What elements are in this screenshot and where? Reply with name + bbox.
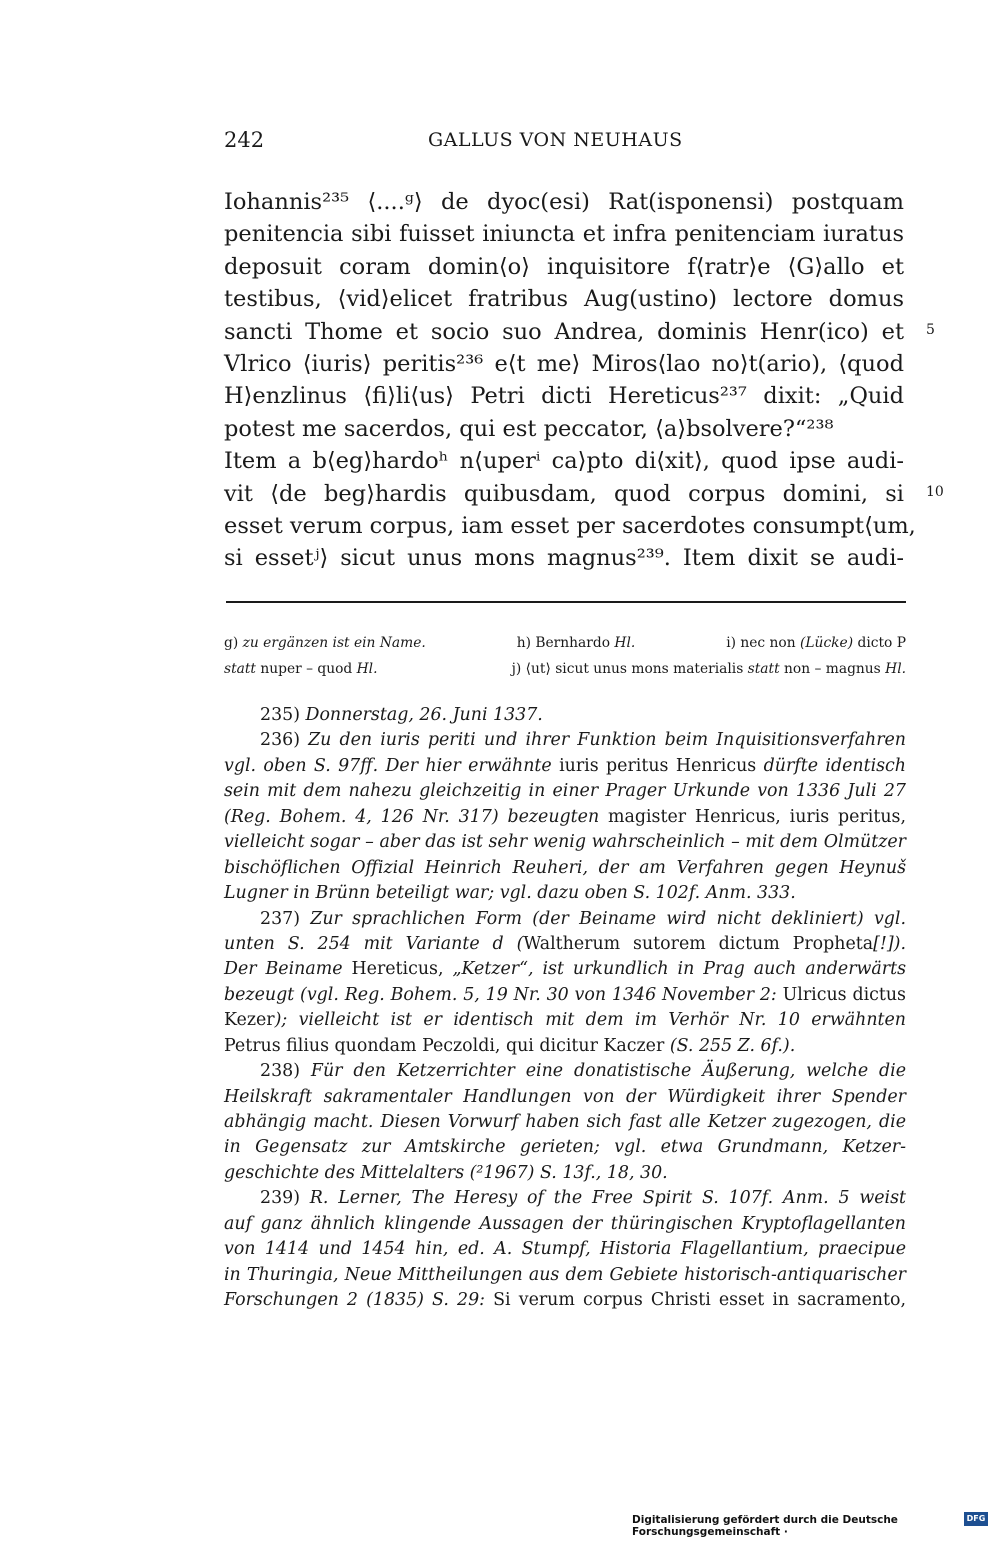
text-line: testibus, ⟨vid⟩elicet fratribus Aug(ustino) lectore domus — [224, 286, 904, 313]
apparatus-note-j: j) ⟨ut⟩ sicut unus mons materialis statt non – magnus Hl. — [511, 661, 906, 677]
apparatus-line — [224, 656, 906, 682]
apparatus-note-i-cont: statt nuper – quod Hl. — [224, 661, 378, 677]
note-line: unten S. 254 mit Variante d (Waltherum sutorem dictum Propheta[!]). — [224, 933, 906, 954]
line-number-10: 10 — [926, 484, 944, 500]
dfg-logo: DFG — [964, 1512, 988, 1526]
text-line: si essetʲ⟩ sicut unus mons magnus²³⁹. Item dixit se audi- — [224, 545, 904, 572]
apparatus-note-i: i) nec non (Lücke) dicto P — [726, 635, 906, 651]
text-line: Iohannis²³⁵ ⟨....ᵍ⟩ de dyoc(esi) Rat(isponensi) postquam — [224, 189, 904, 215]
note-line: auf ganz ähnlich klingende Aussagen der thüringischen Kryptoflagellanten — [224, 1213, 906, 1234]
note-239: 239) R. Lerner, The Heresy of the Free Spirit S. 107f. Anm. 5 weist — [260, 1188, 906, 1209]
digitization-credit: Digitalisierung gefördert durch die Deutsche Forschungsgemeinschaft · — [632, 1514, 898, 1538]
apparatus-note-h: h) Bernhardo Hl. — [516, 635, 636, 651]
note-line: Forschungen 2 (1835) S. 29: Si verum corpus Christi esset in sacramento, — [224, 1290, 906, 1311]
note-line: Petrus filius quondam Peczoldi, qui dicitur Kaczer (S. 255 Z. 6f.). — [224, 1035, 796, 1056]
main-text — [224, 186, 916, 575]
text-line: Vlrico ⟨iuris⟩ peritis²³⁶ e⟨t me⟩ Miros⟨lao no⟩t(ario), ⟨quod — [224, 350, 904, 377]
note-line: (Reg. Bohem. 4, 126 Nr. 317) bezeugten magister Henricus, iuris peritus, — [224, 806, 906, 827]
note-236: 236) Zu den iuris periti und ihrer Funktion beim Inquisitionsverfahren — [260, 730, 907, 751]
note-line: bezeugt (vgl. Reg. Bohem. 5, 19 Nr. 30 von 1346 November 2: Ulricus dictus — [224, 984, 906, 1005]
note-line: bischöflichen Offizial Heinrich Reuheri, der am Verfahren gegen Heynuš — [224, 857, 906, 878]
note-line: Der Beiname Hereticus, „Ketzer“, ist urkundlich in Prag auch anderwärts — [224, 959, 907, 980]
text-line: sancti Thome et socio suo Andrea, dominis Henr(ico) et — [224, 318, 904, 345]
running-title: GALLUS VON NEUHAUS — [428, 129, 683, 151]
text-line: Item a b⟨eg⟩hardoʰ n⟨uperⁱ ca⟩pto di⟨xit⟩, quod ipse audi- — [224, 448, 904, 475]
note-line: Heilskraft sakramentaler Handlungen von der Würdigkeit ihrer Spender — [224, 1086, 906, 1107]
line-number-5: 5 — [926, 322, 935, 338]
note-line: vielleicht sogar – aber das ist sehr wenig wahrscheinlich – mit dem Olmützer — [224, 832, 906, 853]
text-line: potest me sacerdos, qui est peccator, ⟨a⟩bsolvere?“²³⁸ — [224, 415, 834, 442]
note-237: 237) Zur sprachlichen Form (der Beiname wird nicht dekliniert) vgl. — [260, 908, 907, 929]
text-line: penitencia sibi fuisset iniuncta et infra penitenciam iuratus — [224, 221, 904, 248]
note-238: 238) Für den Ketzerrichter eine donatistische Äußerung, welche die — [260, 1061, 906, 1082]
note-line: in Gegensatz zur Amtskirche gerieten; vgl. etwa Grundmann, Ketzer- — [224, 1137, 906, 1158]
note-line: vgl. oben S. 97ff. Der hier erwähnte iuris peritus Henricus dürfte identisch — [224, 755, 906, 776]
note-line: geschichte des Mittelalters (²1967) S. 13f., 18, 30. — [224, 1162, 668, 1183]
text-line: esset verum corpus, iam esset per sacerdotes consumpt⟨um, — [224, 512, 916, 539]
note-line: Lugner in Brünn beteiligt war; vgl. dazu oben S. 102f. Anm. 333. — [224, 883, 796, 904]
historical-notes — [224, 703, 906, 1314]
footnote-divider — [226, 601, 906, 603]
critical-apparatus — [224, 630, 906, 682]
note-line: von 1414 und 1454 hin, ed. A. Stumpf, Historia Flagellantium, praecipue — [224, 1239, 906, 1260]
note-line: sein mit dem nahezu gleichzeitig in einer Prager Urkunde von 1336 Juli 27 — [224, 781, 906, 802]
text-line: H⟩enzlinus ⟨fi⟩li⟨us⟩ Petri dicti Hereticus²³⁷ dixit: „Quid — [224, 383, 904, 410]
note-line: abhängig macht. Diesen Vorwurf haben sich fast alle Ketzer zugezogen, die — [224, 1112, 906, 1132]
page-number: 242 — [224, 128, 265, 152]
note-235: 235) Donnerstag, 26. Juni 1337. — [260, 705, 543, 725]
note-line: Kezer); vielleicht ist er identisch mit dem im Verhör Nr. 10 erwähnten — [224, 1010, 906, 1031]
apparatus-note-g: g) zu ergänzen ist ein Name. — [224, 635, 426, 651]
text-line: deposuit coram domin⟨o⟩ inquisitore f⟨ratr⟩e ⟨G⟩allo et — [224, 253, 904, 280]
apparatus-line — [224, 630, 906, 656]
note-line: in Thuringia, Neue Mittheilungen aus dem Gebiete historisch-antiquarischer — [224, 1264, 906, 1285]
text-line: vit ⟨de beg⟩hardis quibusdam, quod corpus domini, si — [224, 480, 904, 507]
